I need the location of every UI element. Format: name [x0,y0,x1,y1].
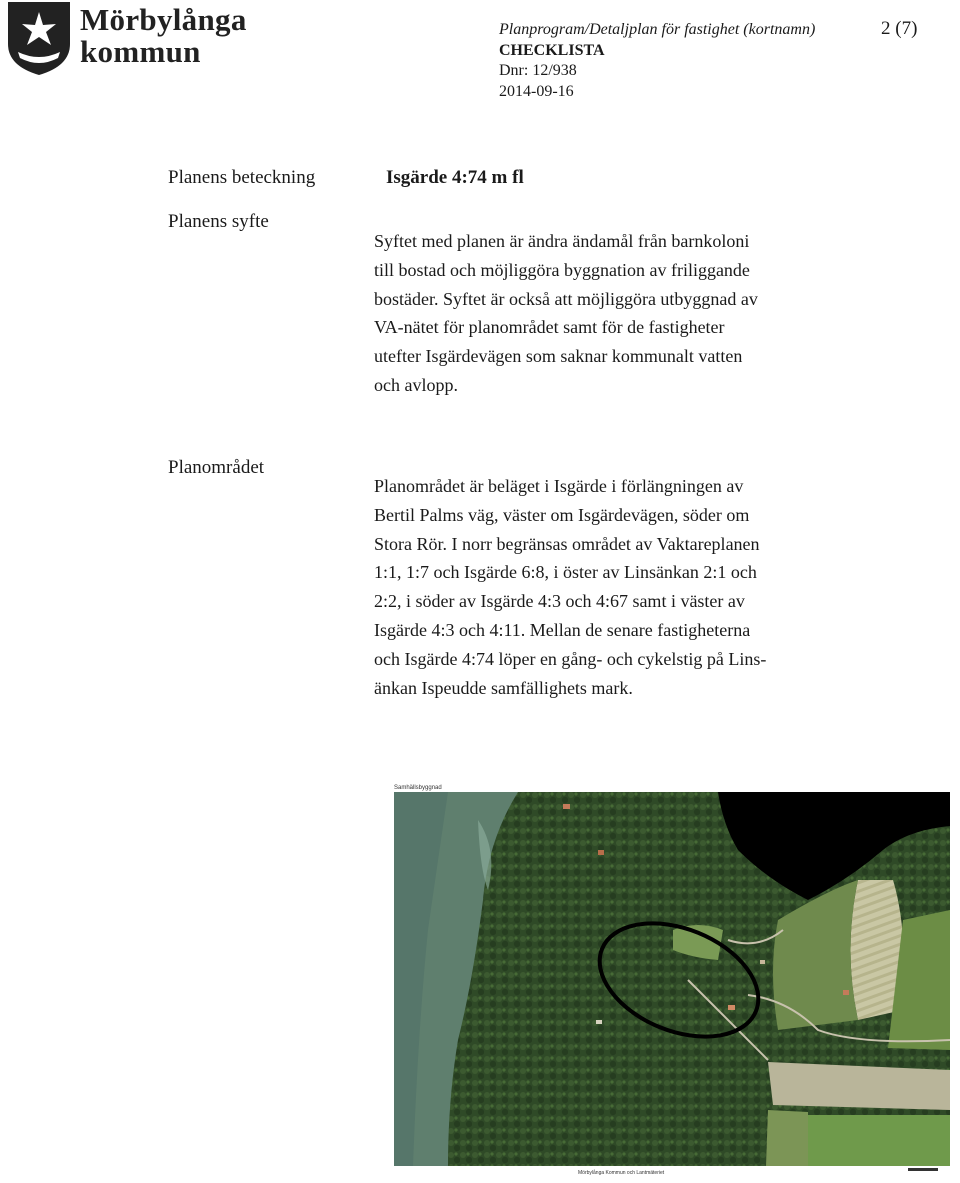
designation-value: Isgärde 4:74 m fl [386,167,524,188]
logo-line-2: kommun [80,34,201,69]
purpose-line: VA-nätet för planområdet samt för de fastigheter [374,317,725,338]
area-line: Bertil Palms väg, väster om Isgärdevägen, söder om [374,504,750,525]
coat-of-arms-icon [4,0,74,76]
purpose-line: och avlopp. [374,374,458,395]
area-line: 1:1, 1:7 och Isgärde 6:8, i öster av Linsänkan 2:1 och [374,562,757,583]
logo-line-1: Mörbylånga [80,2,247,37]
scale-bar [908,1168,938,1171]
aerial-map [388,780,954,1178]
area-text [374,472,844,702]
purpose-text [374,227,844,400]
logo-wordmark [80,4,247,68]
designation-label: Planens beteckning [168,167,316,188]
area-label: Planområdet [168,457,265,478]
purpose-line: till bostad och möjliggöra byggnation av friliggande [374,259,750,280]
purpose-line: bostäder. Syftet är också att möjliggöra utbyggnad av [374,288,758,309]
header-title: Planprogram/Detaljplan för fastighet (kortnamn) [499,21,816,38]
map-top-label: Samhällsbyggnad [394,785,442,791]
purpose-label: Planens syfte [168,211,269,232]
area-line: änkan Ispeudde samfällighets mark. [374,677,633,698]
page-number: 2 (7) [881,18,918,39]
area-line: 2:2, i söder av Isgärde 4:3 och 4:67 samt i väster av [374,591,745,612]
area-line: Planområdet är beläget i Isgärde i förlängningen av [374,476,744,496]
header-dnr: Dnr: 12/938 [499,62,577,79]
purpose-line: Syftet med planen är ändra ändamål från barnkoloni [374,231,750,251]
map-bottom-label: Mörbylånga Kommun och Lantmäteriet [578,1170,665,1176]
area-line: och Isgärde 4:74 löper en gång- och cykelstig på Lins- [374,648,767,669]
aerial-photo [388,780,954,1178]
document-header [499,20,815,102]
municipality-logo [2,0,247,80]
header-checklist: CHECKLISTA [499,41,605,59]
purpose-line: utefter Isgärdevägen som saknar kommunalt vatten [374,346,743,367]
area-line: Stora Rör. I norr begränsas området av Vaktareplanen [374,533,760,554]
header-date: 2014-09-16 [499,82,574,100]
area-line: Isgärde 4:3 och 4:11. Mellan de senare fastigheterna [374,619,751,640]
